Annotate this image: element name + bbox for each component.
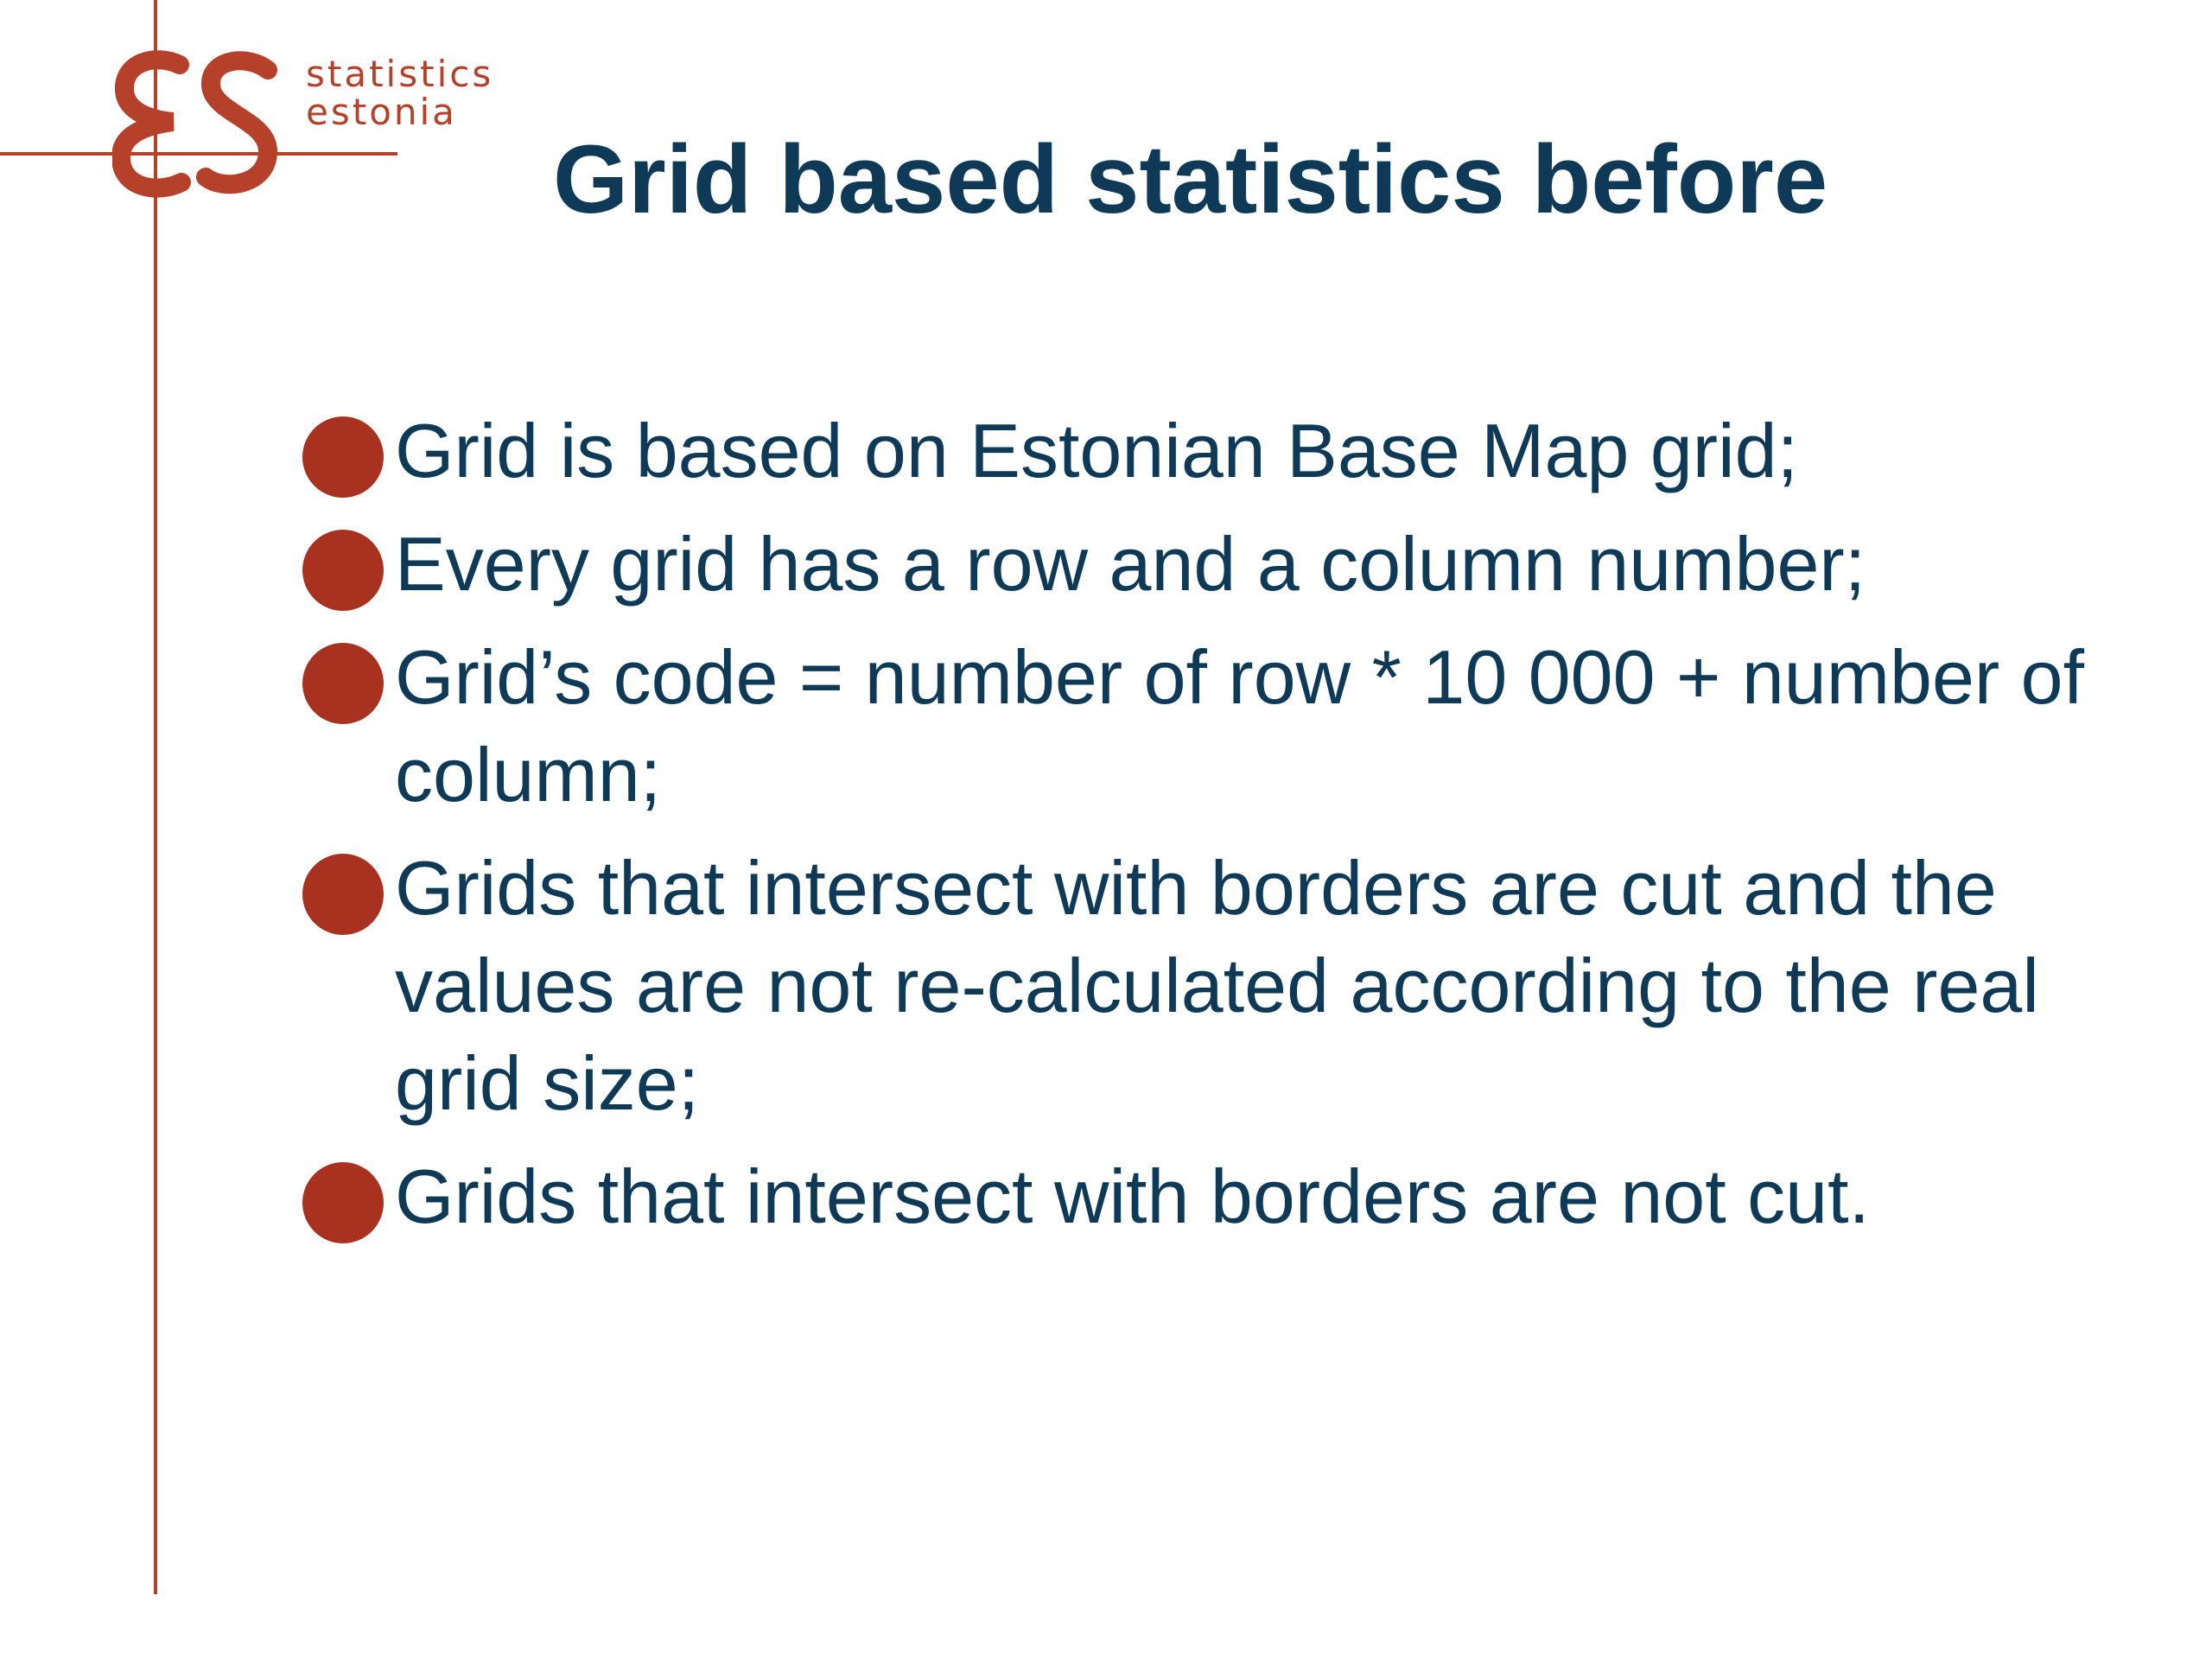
wordmark-line-2: estonia [306,91,457,131]
statistics-estonia-wordmark [304,54,529,131]
bullet-item [302,628,2160,823]
bullet-text: Every grid has a row and a column number; [395,521,1866,607]
bullet-text: Grids that intersect with borders are cut and the values are not re-calculated according to the real grid size; [395,845,2039,1126]
vertical-rule [154,0,157,1594]
bullet-item [302,515,2160,613]
bullet-text: Grid’s code = number of row * 10 000 + number of column; [395,634,2085,817]
bullet-dot-icon [302,1162,384,1243]
bullet-list [302,402,2160,1261]
bullet-item [302,1147,2160,1245]
slide-title: Grid based statistics before [553,125,1828,233]
bullet-dot-icon [302,854,384,935]
bullet-item [302,402,2160,499]
bullet-item [302,839,2160,1132]
bullet-dot-icon [302,416,384,498]
es-logo-mark [112,48,285,203]
bullet-dot-icon [302,643,384,724]
bullet-text: Grid is based on Estonian Base Map grid; [395,408,1799,493]
bullet-text: Grids that intersect with borders are not cut. [395,1154,1870,1239]
wordmark-line-1: statistics [306,54,494,95]
bullet-dot-icon [302,530,384,611]
wordmark-svg [304,54,529,131]
